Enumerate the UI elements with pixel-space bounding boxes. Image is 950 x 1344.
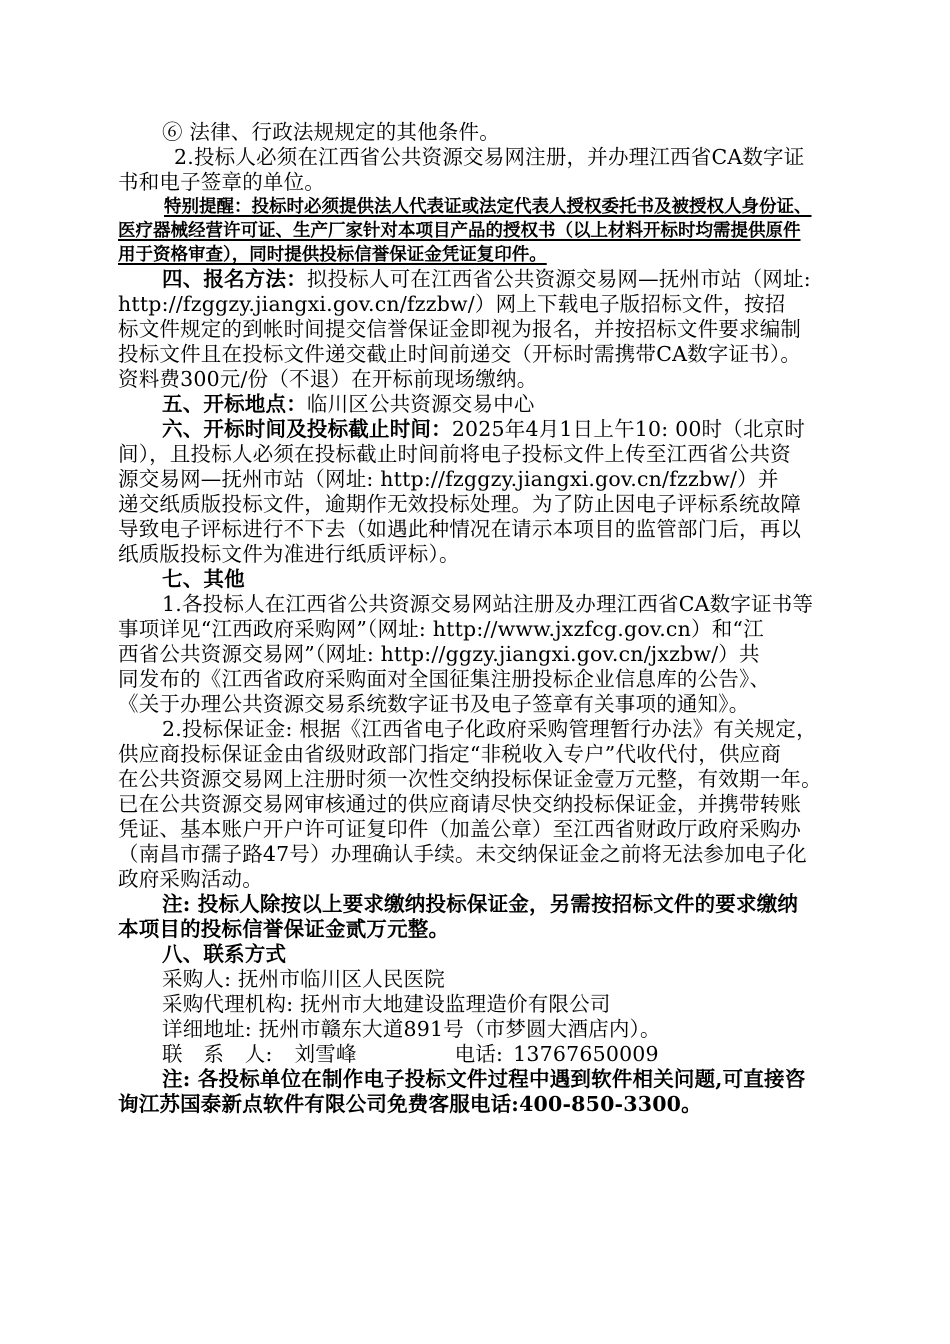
note-2-line-2: 询江苏国泰新点软件有限公司免费客服电话:400-850-3300。	[118, 1092, 702, 1116]
section-6-line-5: 导致电子评标进行不下去（如遇此种情况在请示本项目的监管部门后，再以	[118, 517, 802, 541]
section-7-heading: 七、其他	[162, 567, 245, 591]
section-7-item-2-line-4: 已在公共资源交易网审核通过的供应商请尽快交纳投标保证金，并携带转账	[118, 792, 802, 816]
phone-label: 电话:	[454, 1042, 504, 1066]
section-4-line-4: 投标文件且在投标文件递交截止时间前递交（开标时需携带CA数字证书）。	[118, 342, 802, 366]
section-7-item-2-line-3: 在公共资源交易网上注册时须一次性交纳投标保证金壹万元整，有效期一年。	[118, 767, 822, 791]
section-4-line-5: 资料费300元/份（不退）在开标前现场缴纳。	[118, 367, 538, 391]
contact-label: 联 系 人:	[162, 1042, 273, 1066]
agency-line: 采购代理机构: 抚州市大地建设监理造价有限公司	[162, 992, 611, 1016]
section-7-item-1-line-3: 西省公共资源交易网”（网址: http://ggzy.jiangxi.gov.cn/jxzbw/）共	[118, 642, 760, 666]
buyer-line: 采购人: 抚州市临川区人民医院	[162, 967, 445, 991]
section-5-heading: 五、开标地点：	[162, 392, 307, 416]
section-7-item-1-line-4: 同发布的《江西省政府采购面对全国征集注册投标企业信息库的公告》、	[118, 667, 771, 691]
section-7-item-1-line-2: 事项详见“江西政府采购网”（网址: http://www.jxzfcg.gov.cn）和“江	[118, 617, 764, 641]
special-notice-line-1: 特别提醒：投标时必须提供法人代表证或法定代表人授权委托书及被授权人身份证、	[164, 197, 812, 217]
section-5-text: 临川区公共资源交易中心	[306, 392, 535, 416]
requirement-2-line-2: 书和电子签章的单位。	[118, 170, 325, 194]
section-7-item-2-line-7: 政府采购活动。	[118, 867, 263, 891]
note-1-line-2: 本项目的投标信誉保证金贰万元整。	[118, 917, 450, 941]
section-4-first-line	[118, 267, 863, 292]
requirement-2-line-1: 2.投标人必须在江西省公共资源交易网注册，并办理江西省CA数字证	[174, 145, 805, 169]
section-4-line-2: http://fzggzy.jiangxi.gov.cn/fzzbw/）网上下载电子版招标文件，按招	[118, 292, 786, 316]
section-4-heading: 四、报名方法：	[162, 267, 307, 291]
section-8-heading: 八、联系方式	[162, 942, 287, 966]
section-7-item-2-line-5: 凭证、基本账户开户许可证复印件（加盖公章）至江西省财政厅政府采购办	[118, 817, 802, 841]
section-6-first-line	[118, 417, 863, 442]
section-6-line-2: 间），且投标人必须在投标截止时间前将电子投标文件上传至江西省公共资	[118, 442, 791, 466]
section-4-text: 拟投标人可在江西省公共资源交易网—抚州市站（网址:	[306, 267, 811, 291]
section-7-item-2-line-2: 供应商投标保证金由省级财政部门指定“非税收入专户”代收代付，供应商	[118, 742, 782, 766]
section-7-item-1-line-5: 《关于办理公共资源交易系统数字证书及电子签章有关事项的通知》。	[118, 692, 750, 716]
section-6-line-4: 递交纸质版投标文件，逾期作无效投标处理。为了防止因电子评标系统故障	[118, 492, 802, 516]
section-6-line-6: 纸质版投标文件为准进行纸质评标）。	[118, 542, 460, 566]
section-7-item-1-line-1: 1.各投标人在江西省公共资源交易网站注册及办理江西省CA数字证书等	[162, 592, 814, 616]
section-7-item-2-line-1: 2.投标保证金: 根据《江西省电子化政府采购管理暂行办法》有关规定，	[162, 717, 817, 741]
note-2-line-1: 注: 各投标单位在制作电子投标文件过程中遇到软件相关问题,可直接咨	[162, 1067, 806, 1091]
contact-name: 刘雪峰	[294, 1042, 357, 1066]
document-page	[118, 120, 863, 1117]
note-1-line-1: 注: 投标人除按以上要求缴纳投标保证金，另需按招标文件的要求缴纳	[162, 892, 799, 916]
section-6-heading: 六、开标时间及投标截止时间：	[162, 417, 452, 441]
condition-6: ⑥ 法律、行政法规规定的其他条件。	[162, 120, 500, 144]
special-notice-line-2: 医疗器械经营许可证、生产厂家针对本项目产品的授权书（以上材料开标时均需提供原件	[118, 221, 801, 241]
section-6-line-3: 源交易网—抚州市站（网址: http://fzggzy.jiangxi.gov.cn/fzzbw/）并	[118, 467, 779, 491]
contact-line	[118, 1042, 863, 1067]
address-line: 详细地址: 抚州市赣东大道891号（市梦圆大酒店内）。	[162, 1017, 661, 1041]
section-4-line-3: 标文件规定的到帐时间提交信誉保证金即视为报名，并按招标文件要求编制	[118, 317, 802, 341]
section-6-text: 2025年4月1日上午10: 00时（北京时	[451, 417, 806, 441]
section-7-item-2-line-6: （南昌市孺子路47号）办理确认手续。未交纳保证金之前将无法参加电子化	[118, 842, 807, 866]
phone-number: 13767650009	[513, 1042, 659, 1066]
special-notice-line-3: 用于资格审查），同时提供投标信誉保证金凭证复印件。	[118, 245, 547, 265]
section-5-line	[118, 392, 863, 417]
